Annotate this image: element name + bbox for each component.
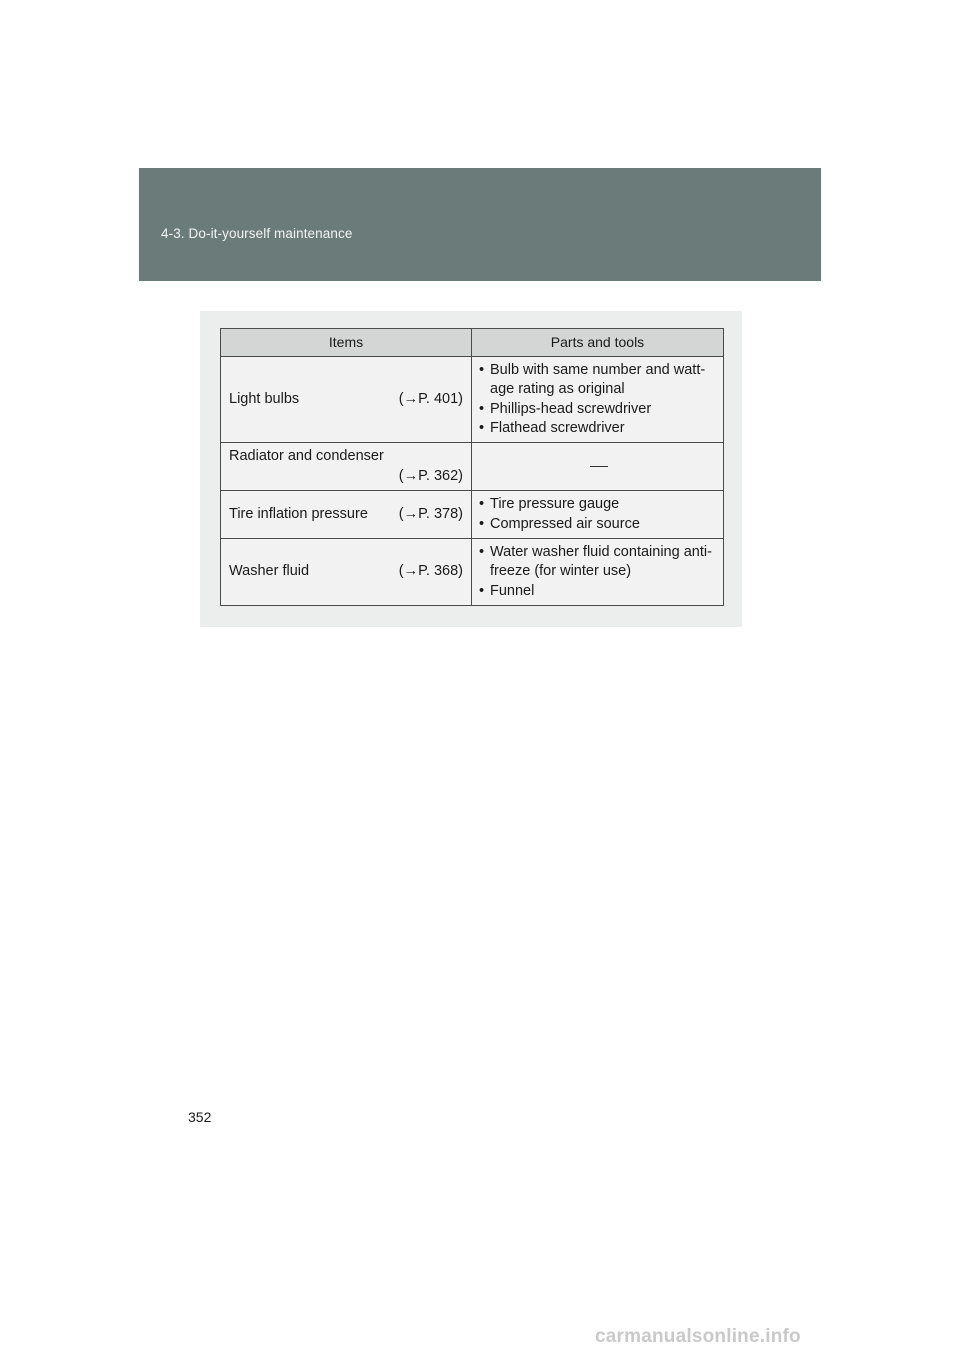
- section-header-band: [139, 168, 821, 281]
- table-row: [221, 357, 724, 443]
- list-item: • Compressed air source: [479, 515, 640, 532]
- item-cell: [221, 539, 472, 606]
- item-cell: [221, 491, 472, 539]
- parts-list: [479, 543, 719, 602]
- parts-and-tools-table: [220, 328, 724, 606]
- parts-list: [479, 495, 719, 534]
- list-item: • Flathead screwdriver: [479, 420, 625, 436]
- table-header-row: [221, 329, 724, 357]
- page-reference: (→P. 378): [398, 505, 463, 522]
- parts-cell: [472, 491, 724, 539]
- not-applicable-dash: [590, 466, 608, 467]
- list-item: • Bulb with same number and watt- age rating as original: [479, 361, 706, 397]
- item-cell: [221, 357, 472, 443]
- list-item: • Funnel: [479, 582, 535, 599]
- list-item: • Phillips-head screwdriver: [479, 400, 652, 417]
- parts-list: [479, 361, 719, 439]
- page-number: 352: [188, 1109, 212, 1125]
- item-name: Tire inflation pressure: [229, 505, 368, 522]
- table-row: [221, 539, 724, 606]
- parts-cell: [472, 357, 724, 443]
- parts-cell: [472, 443, 724, 491]
- list-item: • Water washer fluid containing anti- freeze (for winter use): [479, 543, 712, 580]
- table-row: [221, 491, 724, 539]
- item-name: Washer fluid: [229, 563, 310, 580]
- section-title: 4-3. Do-it-yourself maintenance: [161, 226, 353, 241]
- page-reference: (→P. 401): [398, 390, 463, 407]
- watermark: carmanualsonline.info: [595, 1326, 801, 1347]
- item-name: Light bulbs: [229, 390, 300, 407]
- column-header-parts: Parts and tools: [472, 329, 724, 357]
- parts-cell: [472, 539, 724, 606]
- table-row: [221, 443, 724, 491]
- column-header-items: Items: [221, 329, 472, 357]
- list-item: • Tire pressure gauge: [479, 496, 620, 512]
- page-reference: (→P. 362): [398, 467, 463, 484]
- page-reference: (→P. 368): [398, 563, 463, 580]
- item-name: Radiator and condenser: [229, 448, 384, 464]
- maintenance-table-panel: [200, 311, 742, 627]
- item-cell: [221, 443, 472, 491]
